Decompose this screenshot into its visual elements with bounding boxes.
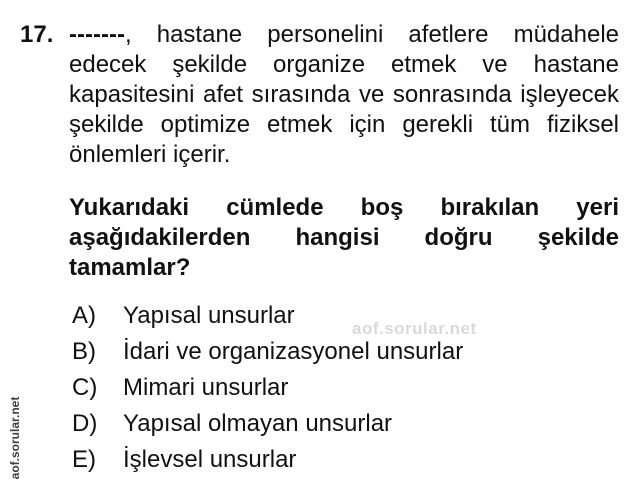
- watermark-side-text: aof.sorular.net: [8, 396, 22, 480]
- question-body: , hastane personelini afetlere müdahele edecek şekilde organize etmek ve hastane kapasitesini afet sırasında ve sonrasında işleyecek şekilde optimize etmek için gerekli tüm fiziksel önlemleri içerir.: [69, 21, 619, 168]
- watermark-inline: aof.sorular.net: [352, 319, 477, 338]
- watermark-side: [7, 388, 23, 488]
- option-b[interactable]: [72, 337, 552, 373]
- question-blank: -------: [69, 21, 125, 48]
- option-letter: B): [72, 338, 96, 365]
- option-letter: E): [72, 446, 96, 473]
- option-a[interactable]: [72, 301, 552, 337]
- option-e[interactable]: [72, 445, 552, 481]
- option-text: Yapısal olmayan unsurlar: [123, 410, 393, 437]
- answer-options: [72, 301, 552, 481]
- option-text: İşlevsel unsurlar: [123, 446, 297, 473]
- question-number: 17.: [20, 21, 54, 48]
- option-letter: C): [72, 374, 98, 401]
- option-letter: A): [72, 302, 96, 329]
- option-letter: D): [72, 410, 98, 437]
- option-text: Mimari unsurlar: [123, 374, 289, 401]
- option-text: Yapısal unsurlar: [123, 302, 295, 329]
- option-text: İdari ve organizasyonel unsurlar: [123, 338, 464, 365]
- question-prompt: Yukarıdaki cümlede boş bırakılan yeri aşağıdakilerden hangisi doğru şekilde tamamlar?: [69, 194, 619, 281]
- option-d[interactable]: [72, 409, 552, 445]
- question-text: [69, 20, 619, 170]
- option-c[interactable]: [72, 373, 552, 409]
